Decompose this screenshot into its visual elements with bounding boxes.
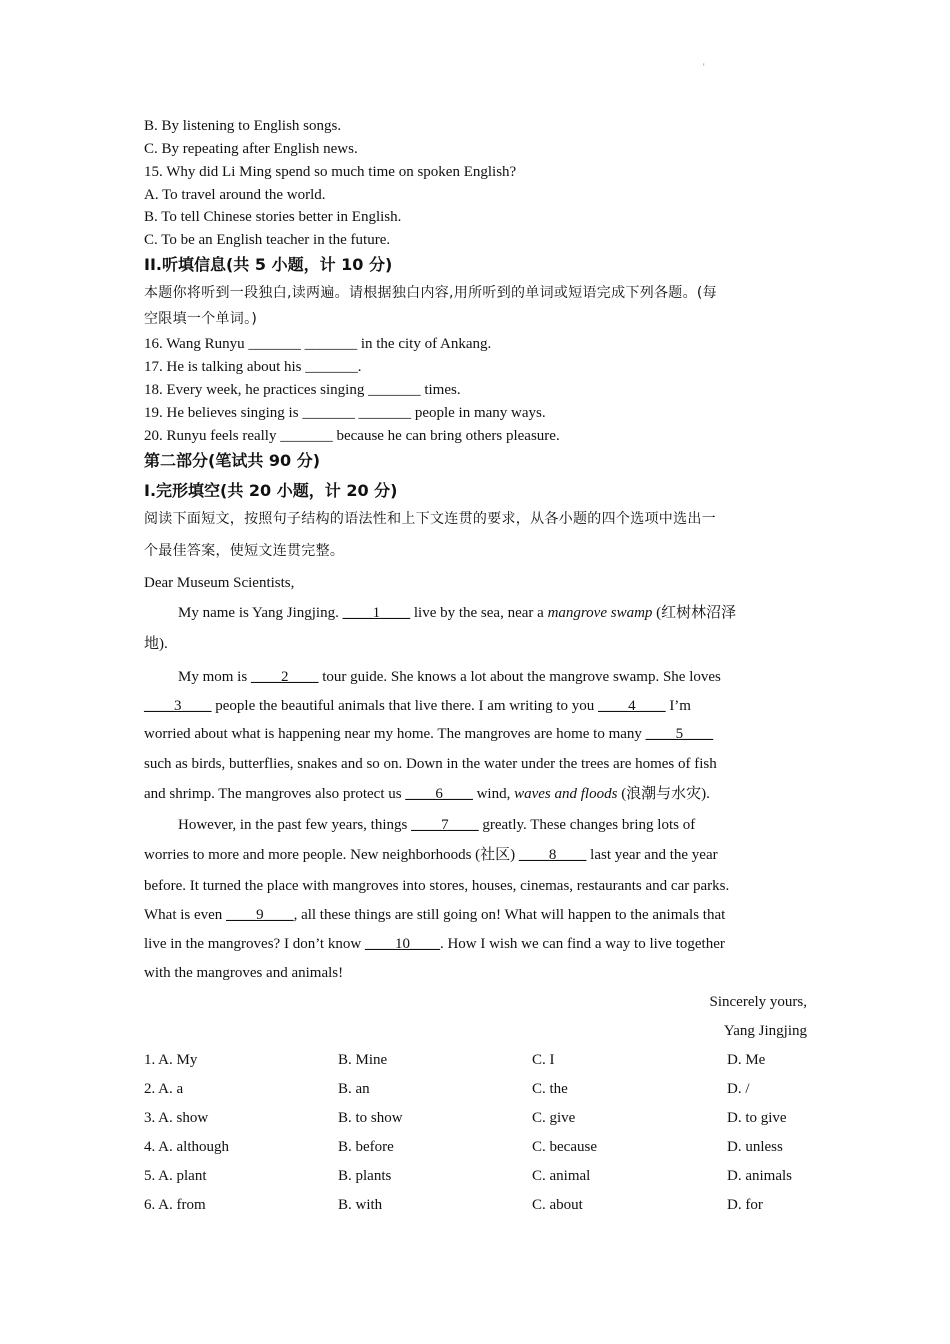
passage-line: before. It turned the place with mangroves into stores, houses, cinemas, restaurants and car parks. [144, 878, 730, 894]
option: 5. A. plant [144, 1168, 207, 1184]
blank: ____1____ [342, 605, 411, 621]
option: B. Mine [338, 1052, 388, 1068]
fill-item: 16. Wang Runyu _______ _______ in the city of Ankang. [144, 336, 492, 352]
passage-line: My name is Yang Jingjing. ____1____ live by the sea, near a mangrove swamp (红树林沼泽 [178, 605, 737, 621]
option: C. give [532, 1110, 576, 1126]
fill-item: 20. Runyu feels really _______ because he can bring others pleasure. [144, 428, 560, 444]
instruction-text: 阅读下面短文，按照句子结构的语法性和上下文连贯的要求，从各小题的四个选项中选出一 [144, 511, 716, 527]
option: C. about [532, 1197, 583, 1213]
option: B. before [338, 1139, 394, 1155]
passage-line: ____3____ people the beautiful animals that live there. I am writing to you ____4____ I’m [144, 698, 691, 714]
option: 4. A. although [144, 1139, 229, 1155]
option: 1. A. My [144, 1052, 198, 1068]
instruction-text: 空限填一个单词。) [144, 311, 258, 327]
blank: ____8____ [518, 847, 587, 863]
passage-line: with the mangroves and animals! [144, 965, 344, 981]
option: C. because [532, 1139, 597, 1155]
section-heading: I.完形填空(共 20 小题，计 20 分) [144, 481, 398, 500]
passage-line: live in the mangroves? I don’t know ____10____. How I wish we can find a way to live together [144, 936, 725, 952]
section-heading: II.听填信息(共 5 小题，计 10 分) [144, 255, 393, 274]
option: B. to show [338, 1110, 403, 1126]
option: C. animal [532, 1168, 591, 1184]
fill-item: 18. Every week, he practices singing _______ times. [144, 382, 461, 398]
option: B. with [338, 1197, 383, 1213]
option: 6. A. from [144, 1197, 206, 1213]
question-line: A. To travel around the world. [144, 187, 326, 203]
option: 3. A. show [144, 1110, 209, 1126]
instruction-text: 个最佳答案，使短文连贯完整。 [144, 543, 345, 559]
blank: ____9____ [226, 907, 294, 923]
blank: ____4____ [598, 698, 666, 714]
passage-line: However, in the past few years, things ____7____ greatly. These changes bring lots of [178, 817, 696, 833]
passage-line: worried about what is happening near my home. The mangroves are home to many ____5____ [144, 726, 714, 742]
passage-line: worries to more and more people. New neighborhoods (社区) ____8____ last year and the year [144, 847, 718, 863]
letter-greeting: Dear Museum Scientists, [144, 575, 295, 591]
passage-line: and shrimp. The mangroves also protect us ____6____ wind, waves and floods (浪潮与水灾). [144, 786, 710, 802]
part-heading: 第二部分(笔试共 90 分) [144, 451, 321, 470]
blank: ____2____ [250, 669, 319, 685]
blank: ____6____ [405, 786, 473, 802]
letter-closing: Sincerely yours, [709, 994, 807, 1010]
option: 2. A. a [144, 1081, 184, 1097]
blank: ____3____ [144, 698, 212, 714]
option: D. Me [727, 1052, 766, 1068]
blank: ____7____ [411, 817, 479, 833]
question-line: 15. Why did Li Ming spend so much time on spoken English? [144, 164, 517, 180]
passage-line: such as birds, butterflies, snakes and so on. Down in the water under the trees are homes of fish [144, 756, 717, 772]
option: B. plants [338, 1168, 392, 1184]
fill-item: 19. He believes singing is _______ _______ people in many ways. [144, 405, 546, 421]
option: D. for [727, 1197, 763, 1213]
passage-line: What is even ____9____, all these things are still going on! What will happen to the animals that [144, 907, 726, 923]
option: D. unless [727, 1139, 783, 1155]
blank: ____10____ [364, 936, 440, 952]
option: D. animals [727, 1168, 792, 1184]
letter-signature: Yang Jingjing [723, 1023, 807, 1039]
option: C. I [532, 1052, 555, 1068]
question-line: C. By repeating after English news. [144, 141, 358, 157]
question-line: C. To be an English teacher in the future. [144, 232, 391, 248]
question-line: B. To tell Chinese stories better in English. [144, 209, 402, 225]
option: C. the [532, 1081, 568, 1097]
instruction-text: 本题你将听到一段独白,读两遍。请根据独白内容,用所听到的单词或短语完成下列各题。(每 [144, 285, 717, 301]
blank: ____5____ [645, 726, 714, 742]
option: B. an [338, 1081, 370, 1097]
passage-line: 地). [144, 636, 168, 652]
passage-line: My mom is ____2____ tour guide. She knows a lot about the mangrove swamp. She loves [178, 669, 721, 685]
fill-item: 17. He is talking about his _______. [144, 359, 362, 375]
option: D. / [727, 1081, 750, 1097]
question-line: B. By listening to English songs. [144, 118, 342, 134]
option: D. to give [727, 1110, 787, 1126]
top-mark: ' [703, 62, 705, 72]
